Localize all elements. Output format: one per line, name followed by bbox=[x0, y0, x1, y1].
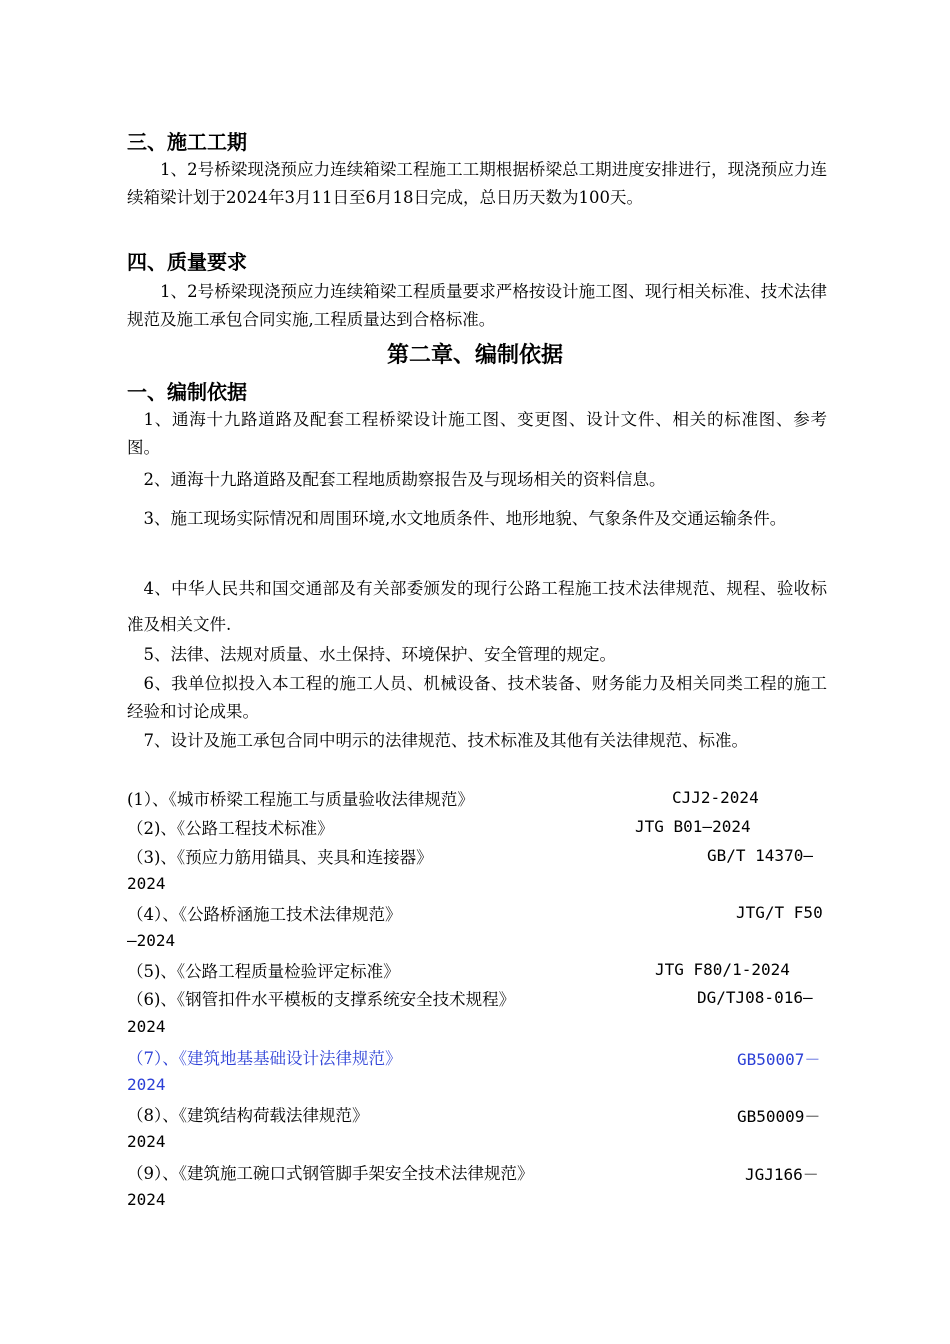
basis-item: 1、通海十九路道路及配套工程桥梁设计施工图、变更图、设计文件、相关的标准图、参考图。 bbox=[127, 410, 827, 457]
standard-year: 2024 bbox=[127, 1132, 166, 1151]
section-heading-schedule: 三、施工工期 bbox=[127, 130, 247, 154]
standard-title: （9）、《建筑施工碗口式钢管脚手架安全技术法律规范》 bbox=[127, 1164, 534, 1183]
standard-year: 2024 bbox=[127, 1190, 166, 1209]
quality-paragraph: 1、2号桥梁现浇预应力连续箱梁工程质量要求严格按设计施工图、现行相关标准、技术法律规范及施工承包合同实施,工程质量达到合格标准。 bbox=[127, 282, 827, 329]
standard-code: JTG F80/1-2024 bbox=[655, 960, 790, 979]
standard-code: JTG/T F50 bbox=[736, 903, 823, 922]
standard-title: （5)、《公路工程质量检验评定标准》 bbox=[127, 962, 400, 981]
basis-item: 2、通海十九路道路及配套工程地质勘察报告及与现场相关的资料信息。 bbox=[143, 470, 666, 489]
chapter-title: 第二章、编制依据 bbox=[386, 342, 563, 368]
standard-code: GB50009－ bbox=[737, 1107, 821, 1126]
standard-title: （8）、《建筑结构荷载法律规范》 bbox=[127, 1106, 369, 1125]
subsection-heading-basis: 一、编制依据 bbox=[127, 380, 247, 404]
standard-code: JGJ166－ bbox=[745, 1165, 819, 1184]
basis-item: 5、法律、法规对质量、水土保持、环境保护、安全管理的规定。 bbox=[143, 645, 616, 664]
standard-title: （6)、《钢管扣件水平模板的支撑系统安全技术规程》 bbox=[127, 990, 516, 1009]
standard-code: GB/T 14370— bbox=[707, 846, 813, 865]
standard-title: （3)、《预应力筋用锚具、夹具和连接器》 bbox=[127, 848, 433, 867]
standard-year: 2024 bbox=[127, 1017, 166, 1036]
standard-code: DG/TJ08-016— bbox=[697, 988, 813, 1007]
standard-title: (1）、《城市桥梁工程施工与质量验收法律规范》 bbox=[127, 790, 474, 809]
schedule-paragraph: 1、2号桥梁现浇预应力连续箱梁工程施工工期根据桥梁总工期进度安排进行，现浇预应力连续箱梁计划于2024年3月11日至6月18日完成，总日历天数为100天。 bbox=[127, 160, 827, 207]
section-heading-quality: 四、质量要求 bbox=[127, 250, 247, 274]
standard-code: JTG B01—2024 bbox=[635, 817, 751, 836]
standard-year-link[interactable]: 2024 bbox=[127, 1075, 166, 1094]
basis-item: 6、我单位拟投入本工程的施工人员、机械设备、技术装备、财务能力及相关同类工程的施工经验和讨论成果。 bbox=[127, 674, 827, 721]
basis-item: 3、施工现场实际情况和周围环境,水文地质条件、地形地貌、气象条件及交通运输条件。 bbox=[143, 509, 787, 528]
standard-year: —2024 bbox=[127, 931, 176, 950]
standard-title-link[interactable]: （7）、《建筑地基基础设计法律规范》 bbox=[127, 1049, 402, 1068]
basis-item: 7、设计及施工承包合同中明示的法律规范、技术标准及其他有关法律规范、标准。 bbox=[143, 731, 748, 750]
standard-code: CJJ2-2024 bbox=[672, 788, 759, 807]
standard-year: 2024 bbox=[127, 874, 166, 893]
standard-title: （2)、《公路工程技术标准》 bbox=[127, 819, 334, 838]
standard-code-link[interactable]: GB50007－ bbox=[737, 1050, 821, 1069]
standard-title: （4）、《公路桥涵施工技术法律规范》 bbox=[127, 905, 402, 924]
basis-item: 4、中华人民共和国交通部及有关部委颁发的现行公路工程施工技术法律规范、规程、验收标准及相关文件. bbox=[127, 579, 827, 634]
